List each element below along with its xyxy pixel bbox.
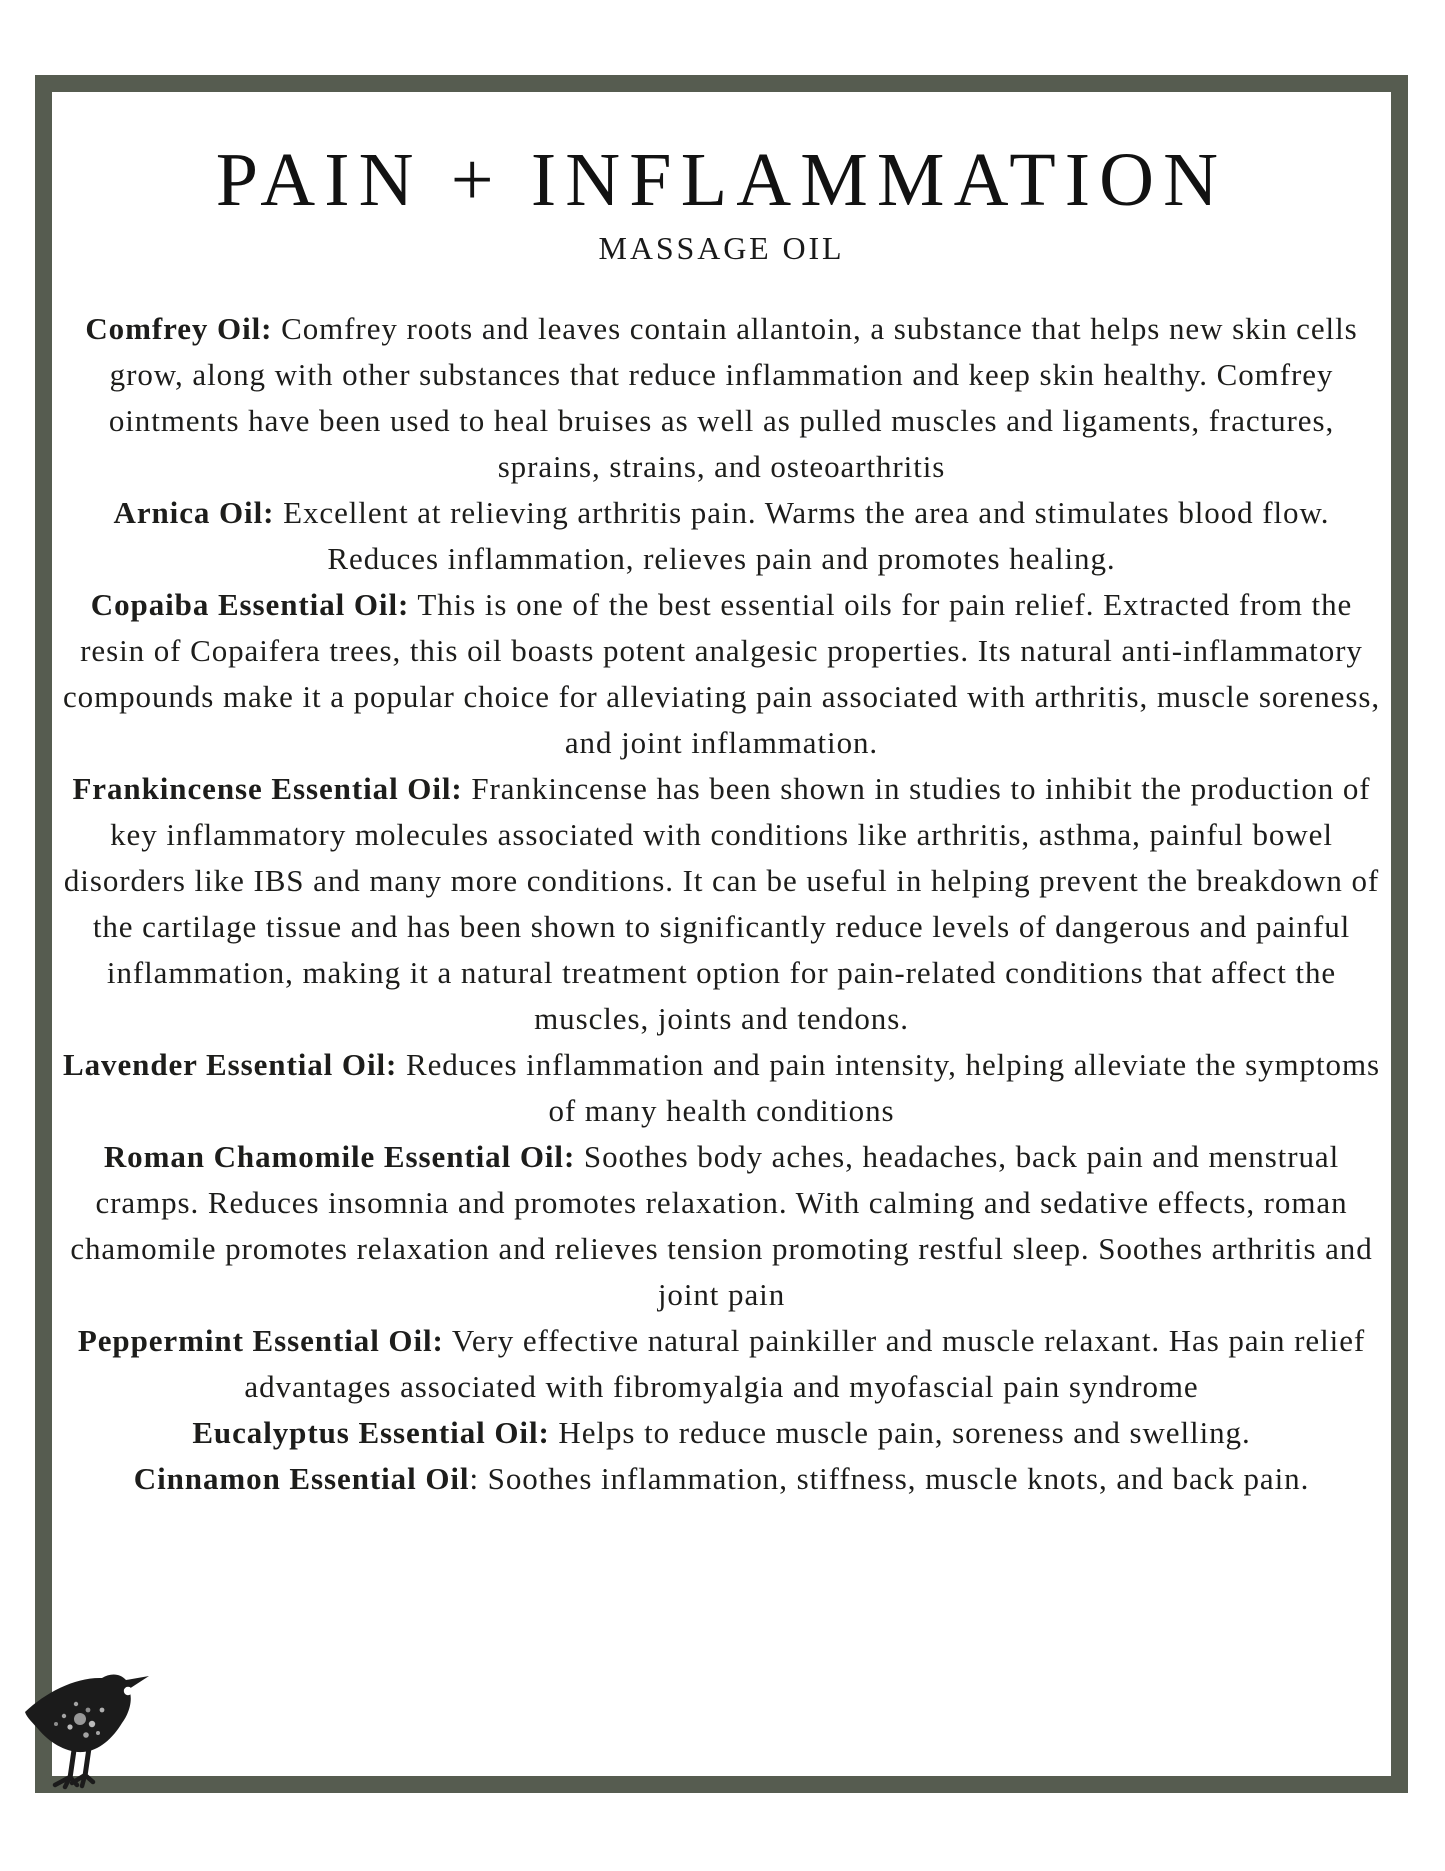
oil-description: Comfrey roots and leaves contain allantoin, a substance that helps new skin cells grow, along with other substances that reduce inflammation and keep skin healthy. Comfrey ointments have been used to heal bruises as well as pulled muscles and ligaments, fractures, sprains, strains, and osteoarthritis <box>108 311 1358 484</box>
oil-entry <box>58 1042 1385 1134</box>
page-content <box>52 140 1391 1824</box>
oil-entry <box>58 1318 1385 1410</box>
oil-entry <box>58 766 1385 1042</box>
oil-name: Arnica Oil: <box>113 495 275 530</box>
oil-name: Peppermint Essential Oil: <box>77 1323 444 1358</box>
bird-stamp-icon <box>22 1672 152 1790</box>
oil-entry <box>58 1410 1385 1456</box>
oil-description: Frankincense has been shown in studies to inhibit the production of key inflammatory molecules associated with conditions like arthritis, asthma, painful bowel disorders like IBS and many more conditions. It can be useful in helping prevent the breakdown of the cartilage tissue and has been shown to significantly reduce levels of dangerous and painful inflammation, making it a natural treatment option for pain-related conditions that affect the muscles, joints and tendons. <box>63 771 1380 1036</box>
document-frame <box>35 75 1408 1793</box>
oil-name: Eucalyptus Essential Oil: <box>192 1415 550 1450</box>
page-subtitle: MASSAGE OIL <box>598 230 845 266</box>
oil-name: Frankincense Essential Oil: <box>72 771 463 806</box>
oil-description: Helps to reduce muscle pain, soreness and swelling. <box>549 1415 1251 1450</box>
oil-name: Cinnamon Essential Oil <box>133 1461 470 1496</box>
oil-entry <box>58 1456 1385 1502</box>
oil-entry <box>58 306 1385 490</box>
oil-description: Soothes body aches, headaches, back pain and menstrual cramps. Reduces insomnia and promotes relaxation. With calming and sedative effects, roman chamomile promotes relaxation and relieves tension promoting restful sleep. Soothes arthritis and joint pain <box>70 1139 1373 1312</box>
oil-entry <box>58 582 1385 766</box>
page-title: PAIN + INFLAMMATION <box>215 138 1228 222</box>
oil-name: Copaiba Essential Oil: <box>90 587 410 622</box>
oil-description: : Soothes inflammation, stiffness, muscle knots, and back pain. <box>469 1461 1310 1496</box>
oil-name: Comfrey Oil: <box>85 311 273 346</box>
oil-description: Very effective natural painkiller and muscle relaxant. Has pain relief advantages associated with fibromyalgia and myofascial pain syndrome <box>244 1323 1366 1404</box>
oil-entries <box>58 306 1385 1502</box>
oil-description: This is one of the best essential oils for pain relief. Extracted from the resin of Copaifera trees, this oil boasts potent analgesic properties. Its natural anti-inflammatory compounds make it a popular choice for alleviating pain associated with arthritis, muscle soreness, and joint inflammation. <box>62 587 1381 760</box>
oil-description: Excellent at relieving arthritis pain. Warms the area and stimulates blood flow. Reduces inflammation, relieves pain and promotes healing. <box>274 495 1330 576</box>
oil-entry <box>58 1134 1385 1318</box>
oil-name: Roman Chamomile Essential Oil: <box>103 1139 576 1174</box>
oil-description: Reduces inflammation and pain intensity, helping alleviate the symptoms of many health conditions <box>397 1047 1380 1128</box>
oil-name: Lavender Essential Oil: <box>63 1047 398 1082</box>
oil-entry <box>58 490 1385 582</box>
